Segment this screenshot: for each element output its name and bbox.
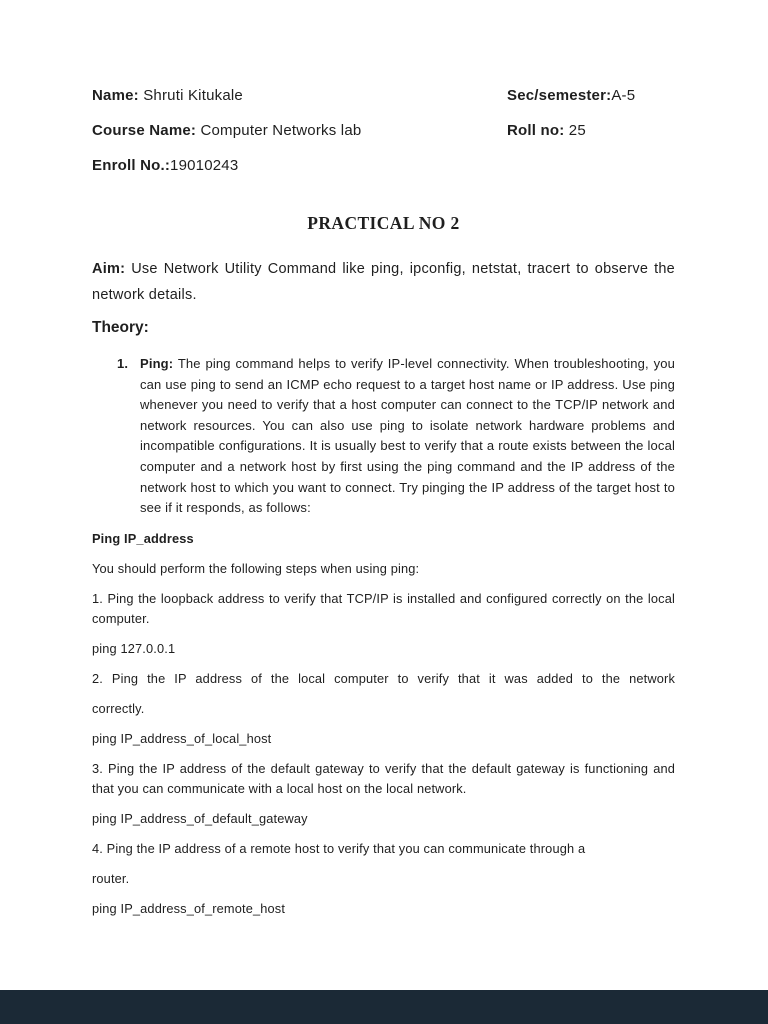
sec-semester-field [507, 86, 635, 105]
ping-term-label: Ping: [140, 356, 174, 371]
sec-semester-label: Sec/semester: [507, 87, 612, 104]
name-field [92, 86, 507, 105]
theory-heading: Theory: [92, 319, 149, 336]
paragraph: ping IP_address_of_local_host [92, 730, 272, 746]
enroll-field [92, 156, 507, 175]
course-value: Computer Networks lab [196, 122, 362, 139]
sec-semester-value: A-5 [611, 87, 636, 104]
roll-no-label: Roll no: [507, 122, 565, 139]
ping-term-text: The ping command helps to verify IP-level connectivity. When troubleshooting, you can use ping to send an ICMP echo request to a target host name or IP address. Use ping whenever you need to verify that a host computer can connect to the TCP/IP network and network resources. You can also use ping to isolate network hardware problems and incompatible configurations. It is usually best to verify that a route exists between the local computer and a network host by first using the ping command and the IP address of the network host to which you want to connect. Try pinging the IP address of the target host to see if it responds, as follows: [140, 356, 675, 516]
list-number: 1. [117, 356, 129, 371]
paragraph: 3. Ping the IP address of the default gateway to verify that the default gateway is functioning and that you can communicate with a local host on the local network. [92, 760, 675, 796]
paragraph: 4. Ping the IP address of a remote host to verify that you can communicate through a [92, 840, 586, 856]
enroll-value: 19010243 [170, 157, 239, 174]
paragraph: ping 127.0.0.1 [92, 640, 176, 656]
paragraph: router. [92, 870, 130, 886]
course-label: Course Name: [92, 122, 197, 139]
paragraph: correctly. [92, 700, 145, 716]
numbered-list-item-ping [92, 354, 675, 519]
roll-no-value: 25 [564, 122, 586, 139]
paragraph: ping IP_address_of_default_gateway [92, 810, 308, 826]
header-row-enroll [92, 156, 675, 175]
paragraph: 2. Ping the IP address of the local computer to verify that it was added to the network [92, 670, 675, 686]
page-title: PRACTICAL NO 2 [307, 213, 460, 233]
aim-paragraph [92, 256, 675, 308]
aim-label: Aim: [92, 261, 126, 277]
aim-text: Use Network Utility Command like ping, ipconfig, netstat, tracert to observe the network details. [92, 261, 675, 303]
paragraph: Ping IP_address [92, 530, 194, 546]
enroll-label: Enroll No.: [92, 157, 171, 174]
paragraph: You should perform the following steps when using ping: [92, 560, 420, 576]
course-field [92, 121, 507, 140]
name-value: Shruti Kitukale [138, 87, 243, 104]
header-row-name [92, 86, 675, 105]
header-row-course [92, 121, 675, 140]
paragraph: ping IP_address_of_remote_host [92, 900, 286, 916]
roll-no-field [507, 121, 586, 140]
name-label: Name: [92, 87, 139, 104]
viewer-footer-bar [0, 990, 768, 1024]
paragraph: 1. Ping the loopback address to verify that TCP/IP is installed and configured correctly on the local computer. [92, 590, 675, 626]
